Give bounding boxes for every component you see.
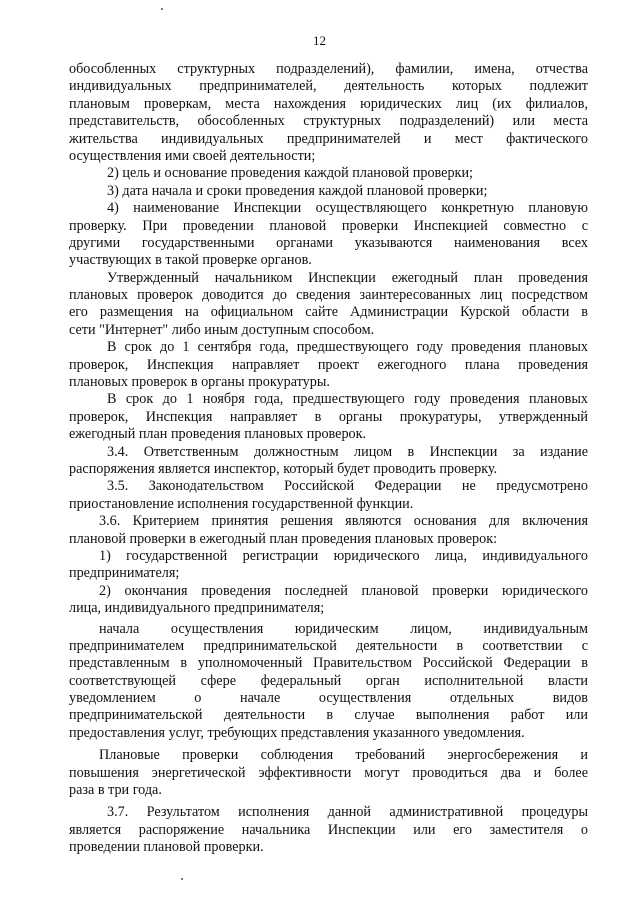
- text-line: распоряжения является инспектор, который будет проводить проверку.: [69, 460, 498, 477]
- paragraph: [69, 339, 588, 391]
- paragraph: [69, 804, 588, 856]
- text-line: уведомлением о начале осуществления отдельных видов: [69, 690, 588, 707]
- text-line: 2) окончания проведения последней плановой проверки юридического: [99, 582, 588, 599]
- text-line: плановым проверкам, места нахождения юридических лиц (их филиалов,: [69, 95, 588, 112]
- text-line: 3.5. Законодательством Российской Федерации не предусмотрено: [107, 478, 588, 495]
- text-line: проверок, Инспекция направляет в органы прокуратуры, утвержденный: [69, 408, 588, 425]
- text-line: 3.4. Ответственным должностным лицом в Инспекции за издание: [107, 443, 588, 460]
- text-line: является распоряжение начальника Инспекции или его заместителя о: [69, 821, 588, 838]
- text-line: Утвержденный начальником Инспекции ежегодный план проведения: [107, 269, 588, 286]
- text-line: представленным в уполномоченный Правительством Российской Федерации в: [69, 655, 588, 672]
- paragraph: [69, 165, 588, 182]
- paragraph: [69, 513, 588, 548]
- text-line: соответствующей сфере федеральный орган исполнительной власти: [69, 672, 588, 689]
- paragraph: [69, 478, 588, 513]
- text-line: 3) дата начала и сроки проведения каждой плановой проверки;: [107, 182, 488, 199]
- paragraph: [69, 183, 588, 200]
- paragraph: [69, 444, 588, 479]
- text-line: Плановые проверки соблюдения требований энергосбережения и: [99, 747, 588, 764]
- text-line: 3.6. Критерием принятия решения являются основания для включения: [99, 513, 588, 530]
- text-line: повышения энергетической эффективности могут проводиться два и более: [69, 764, 588, 781]
- text-line: сети "Интернет" либо иным доступным способом.: [69, 321, 375, 338]
- text-line: 1) государственной регистрации юридического лица, индивидуального: [99, 547, 588, 564]
- text-line: плановой проверки в ежегодный план проведения плановых проверок:: [69, 530, 498, 547]
- text-line: другими государственными органами указываются наименования всех: [69, 234, 588, 251]
- text-line: 3.7. Результатом исполнения данной административной процедуры: [107, 804, 588, 821]
- paragraph: [69, 61, 588, 165]
- paragraph: [69, 548, 588, 583]
- paragraph: [69, 583, 588, 618]
- text-line: обособленных структурных подразделений), фамилии, имена, отчества: [69, 61, 588, 77]
- text-line: плановых проверок доводится до сведения заинтересованных лиц посредством: [69, 287, 588, 304]
- document-body: [69, 61, 588, 857]
- scan-speck: [181, 878, 183, 880]
- text-line: 4) наименование Инспекции осуществляющего конкретную плановую: [107, 200, 588, 217]
- text-line: проверку. При проведении плановой проверки Инспекцией совместно с: [69, 217, 588, 234]
- text-line: предпринимательской деятельности в случае выполнения работ или: [69, 707, 588, 724]
- text-line: В срок до 1 сентября года, предшествующего году проведения плановых: [107, 339, 588, 356]
- scan-speck: [161, 8, 163, 10]
- text-line: представительств, обособленных структурных подразделений) или места: [69, 113, 588, 130]
- text-line: его размещения на официальном сайте Администрации Курской области в: [69, 304, 588, 321]
- text-line: проведении плановой проверки.: [69, 839, 264, 856]
- text-line: жительства индивидуальных предпринимателей и мест фактического: [69, 130, 588, 147]
- text-line: приостановление исполнения государственной функции.: [69, 495, 414, 512]
- paragraph: [69, 621, 588, 743]
- text-line: 2) цель и основание проведения каждой плановой проверки;: [107, 165, 473, 182]
- page-number: 12: [313, 33, 326, 48]
- text-line: проверок, Инспекция направляет проект ежегодного плана проведения: [69, 356, 588, 373]
- paragraph: [69, 270, 588, 340]
- text-line: предоставления услуг, требующих представления указанного уведомления.: [69, 724, 525, 741]
- text-line: индивидуальных предпринимателей, деятельность которых подлежит: [69, 78, 588, 95]
- paragraph: [69, 747, 588, 799]
- text-line: В срок до 1 ноября года, предшествующего году проведения плановых: [107, 391, 588, 408]
- text-line: предпринимателем предпринимательской деятельности в соответствии с: [69, 637, 588, 654]
- text-line: осуществления ими своей деятельности;: [69, 147, 316, 164]
- text-line: плановых проверок в органы прокуратуры.: [69, 374, 330, 391]
- text-line: раза в три года.: [69, 782, 162, 799]
- paragraph: [69, 200, 588, 270]
- text-line: начала осуществления юридическим лицом, индивидуальным: [99, 620, 588, 637]
- text-line: предпринимателя;: [69, 565, 180, 582]
- text-line: участвующих в такой проверке органов.: [69, 252, 312, 269]
- text-line: лица, индивидуального предпринимателя;: [69, 600, 325, 617]
- paragraph: [69, 391, 588, 443]
- text-line: ежегодный план проведения плановых проверок.: [69, 426, 367, 443]
